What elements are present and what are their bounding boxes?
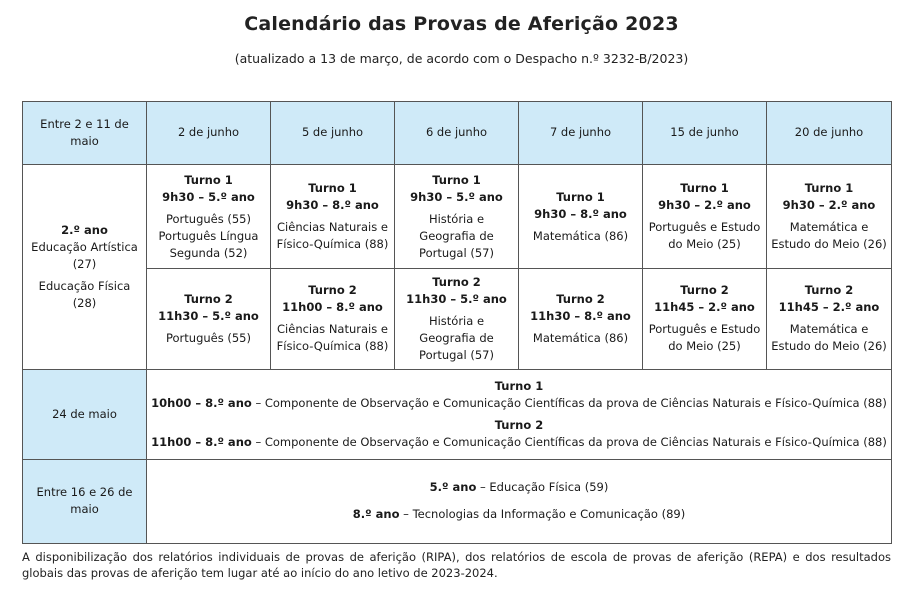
turno-time: 11h00 – 8.º ano (151, 434, 252, 449)
turno-title: Turno 1 (680, 181, 729, 196)
exam-description: – Componente de Observação e Comunicação Científicas da prova de Ciências Naturais e Físico-Química (88) (251, 395, 887, 410)
exam-description: – Tecnologias da Informação e Comunicação (89) (399, 507, 686, 522)
exam-subject: Matemática e Estudo do Meio (26) (771, 220, 887, 252)
may16-line-5ano (151, 479, 887, 496)
exam-subject: Português (55) (165, 330, 251, 345)
header-date: 20 de junho (767, 102, 892, 165)
exam-cell (395, 269, 519, 369)
turno-title: Turno 2 (556, 291, 605, 306)
exam-cell (271, 164, 395, 268)
footnote: A disponibilização dos relatórios individuais de provas de aferição (RIPA), dos relatórios de escola de provas de aferição (REPA) e dos resultados globais das provas de aferição tem lugar até ao início do ano letivo de 2023-2024. (22, 550, 891, 580)
turno-time: 11h30 – 8.º ano (530, 308, 631, 323)
header-row (23, 102, 892, 165)
exam-subject: Português e Estudo do Meio (25) (648, 220, 761, 252)
turno-time: 9h30 – 5.º ano (410, 189, 503, 204)
exam-description: – Componente de Observação e Comunicação Científicas da prova de Ciências Naturais e Físico-Química (88) (251, 434, 887, 449)
exam-cell (271, 269, 395, 369)
side-year: 2.º ano (61, 222, 108, 237)
side-2ano-cell (23, 164, 147, 369)
turno-title: Turno 2 (804, 283, 854, 298)
turno-title: Turno 1 (184, 172, 233, 187)
may24-label: 24 de maio (23, 369, 147, 459)
exam-subject: Matemática e Estudo do Meio (26) (771, 322, 887, 354)
turno-title: Turno 2 (308, 283, 357, 298)
turno-time: 9h30 – 2.º ano (782, 198, 876, 213)
turno-title: Turno 1 (804, 181, 854, 196)
exam-cell (395, 164, 519, 268)
turno-time: 11h45 – 2.º ano (778, 300, 880, 315)
exam-subject: História e Geografia de Portugal (57) (419, 211, 494, 260)
turno-title: Turno 2 (432, 274, 481, 289)
turno-time: 10h00 – 8.º ano (151, 395, 252, 410)
header-date: 6 de junho (395, 102, 519, 165)
exam-cell (147, 164, 271, 268)
header-date: 5 de junho (271, 102, 395, 165)
turno-title: Turno 2 (184, 291, 233, 306)
exam-subject: Português Língua Segunda (52) (158, 228, 259, 260)
exam-cell (643, 164, 767, 268)
exam-description: – Educação Física (59) (476, 480, 609, 495)
may16-line-8ano (151, 506, 887, 523)
exam-subject: Matemática (86) (532, 330, 629, 345)
turno-time: 11h45 – 2.º ano (654, 300, 755, 315)
header-first-cell: Entre 2 e 11 de maio (23, 102, 147, 165)
turno-time: 9h30 – 2.º ano (658, 198, 751, 213)
may24-turno2-line (151, 434, 887, 451)
exam-subject: Ciências Naturais e Físico-Química (88) (276, 322, 389, 354)
exam-cell (767, 164, 892, 268)
header-date: 2 de junho (147, 102, 271, 165)
turno-title: Turno 1 (494, 378, 544, 393)
turno-time: 11h30 – 5.º ano (158, 308, 259, 323)
turno-time: 9h30 – 8.º ano (534, 206, 627, 221)
may16-row (23, 459, 892, 543)
exam-cell (147, 269, 271, 369)
header-date: 7 de junho (519, 102, 643, 165)
turno2-row (23, 269, 892, 369)
exam-subject: Português e Estudo do Meio (25) (648, 322, 761, 354)
exam-cell (519, 164, 643, 268)
exam-subject: História e Geografia de Portugal (57) (419, 313, 494, 362)
exam-year: 8.º ano (352, 507, 400, 522)
turno1-row (23, 164, 892, 268)
exam-subject: Matemática (86) (532, 228, 629, 243)
may24-details (147, 369, 892, 459)
turno-time: 11h30 – 5.º ano (406, 291, 507, 306)
turno-time: 9h30 – 8.º ano (286, 198, 379, 213)
turno-title: Turno 1 (308, 181, 357, 196)
exam-subject: Português (55) (165, 211, 251, 226)
page-subtitle: (atualizado a 13 de março, de acordo com o Despacho n.º 3232-B/2023) (234, 51, 689, 66)
exam-cell (519, 269, 643, 369)
may24-turno1-line (151, 395, 887, 412)
turno-title: Turno 1 (432, 172, 481, 187)
turno-title: Turno 1 (556, 189, 605, 204)
may24-row (23, 369, 892, 459)
exam-cell (767, 269, 892, 369)
turno-title: Turno 2 (680, 283, 729, 298)
header-date: 15 de junho (643, 102, 767, 165)
page-title: Calendário das Provas de Aferição 2023 (244, 13, 679, 35)
exam-calendar-table (22, 101, 892, 544)
turno-time: 11h00 – 8.º ano (282, 300, 383, 315)
exam-year: 5.º ano (429, 480, 477, 495)
turno-title: Turno 2 (494, 417, 544, 432)
exam-cell (643, 269, 767, 369)
side-subject: Educação Artística (27) (31, 239, 138, 271)
may16-label: Entre 16 e 26 de maio (23, 459, 147, 543)
side-subject: Educação Física (28) (38, 278, 131, 310)
turno-time: 9h30 – 5.º ano (162, 189, 255, 204)
may16-details (147, 459, 892, 543)
exam-subject: Ciências Naturais e Físico-Química (88) (276, 220, 389, 252)
